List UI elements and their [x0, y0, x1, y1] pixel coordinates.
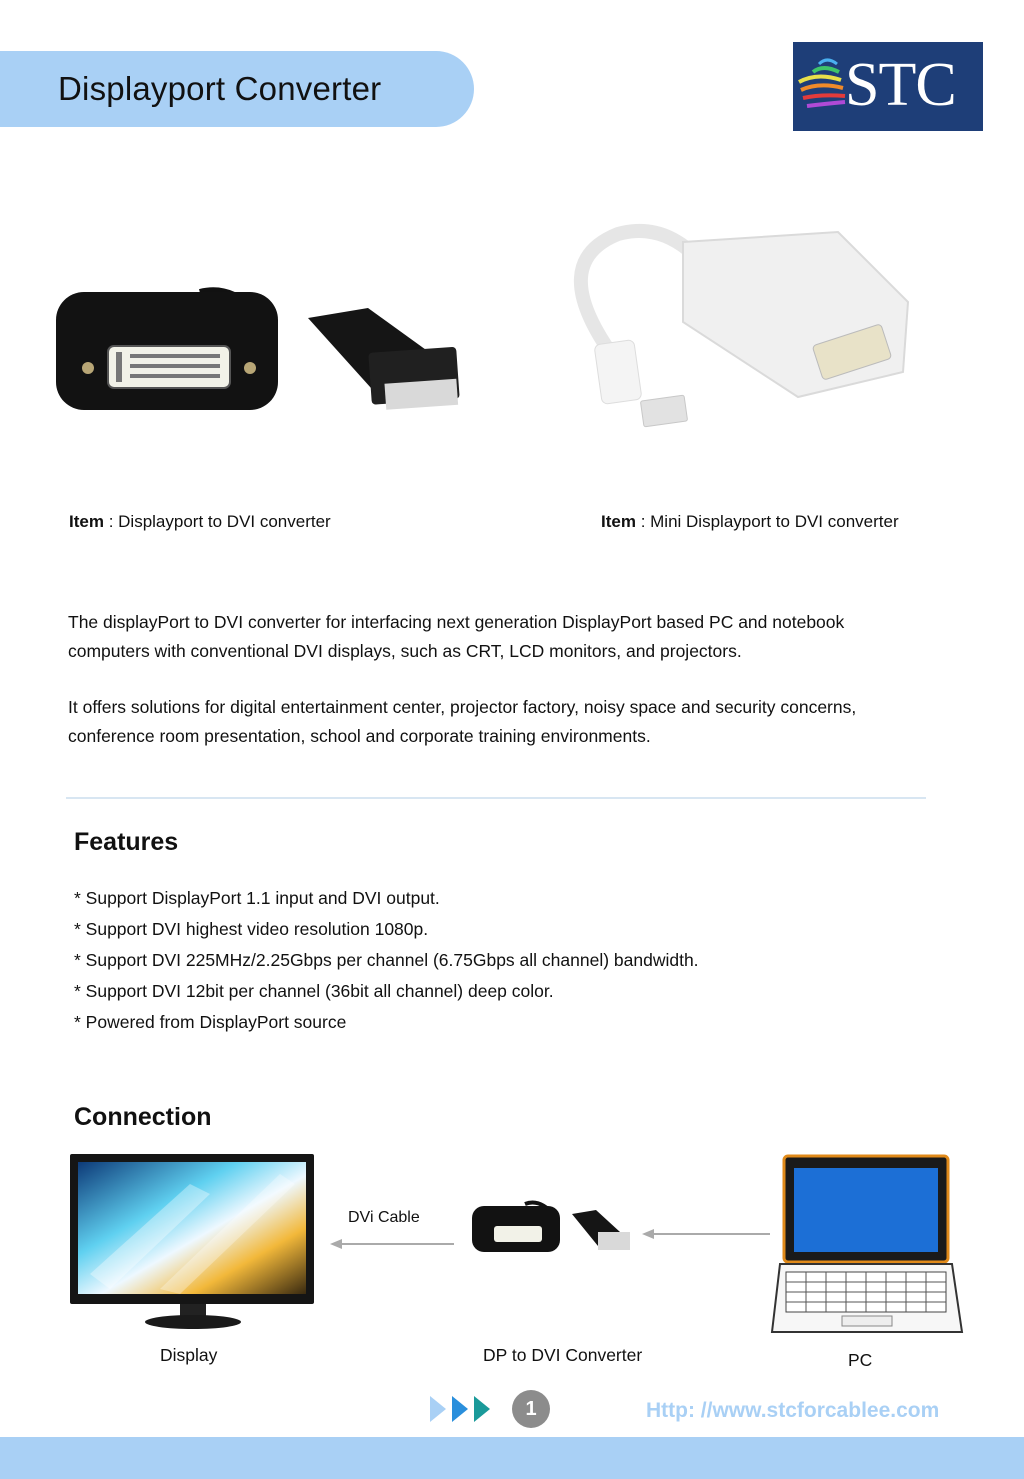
logo-text: STC: [845, 51, 956, 119]
left-arrow-icon: [328, 1236, 456, 1252]
triple-chevron-icon: [430, 1396, 494, 1422]
item-value: : Mini Displayport to DVI converter: [635, 512, 899, 531]
feature-item: * Support DisplayPort 1.1 input and DVI output.: [74, 888, 440, 908]
item-value: : Displayport to DVI converter: [103, 512, 331, 531]
stc-logo: [793, 42, 983, 131]
footer-bar: [0, 1437, 1024, 1479]
feature-item: * Powered from DisplayPort source: [74, 1012, 347, 1032]
product-caption-2: [601, 512, 899, 532]
logo-swirl-icon: [793, 42, 853, 131]
paragraph-line: conference room presentation, school and corporate training environments.: [68, 725, 651, 746]
paragraph-line: computers with conventional DVI displays, such as CRT, LCD monitors, and projectors.: [68, 640, 742, 661]
display-monitor-image: [70, 1154, 316, 1334]
paragraph-line: It offers solutions for digital entertainment center, projector factory, noisy space and security concerns,: [68, 697, 857, 717]
pc-laptop-image: [770, 1154, 964, 1338]
feature-item: * Support DVI 12bit per channel (36bit all channel) deep color.: [74, 981, 554, 1001]
section-divider: [66, 797, 926, 799]
description-paragraph-1: [68, 608, 948, 665]
dp-to-dvi-converter-image: [50, 278, 470, 428]
mini-dp-to-dvi-converter-image: [558, 222, 918, 452]
feature-item: * Support DVI 225MHz/2.25Gbps per channel (6.75Gbps all channel) bandwidth.: [74, 950, 699, 970]
product-caption-1: [69, 512, 331, 532]
website-url[interactable]: Http: //www.stcforcablee.com: [646, 1399, 940, 1422]
item-label: Item: [601, 512, 636, 531]
page-number: 1: [512, 1390, 550, 1428]
features-heading: Features: [74, 828, 179, 856]
page-title: Displayport Converter: [58, 70, 382, 107]
cable-label: DVi Cable: [348, 1209, 420, 1226]
display-label: Display: [160, 1345, 218, 1365]
connection-heading: Connection: [74, 1103, 212, 1131]
item-label: Item: [69, 512, 104, 531]
dp-to-dvi-converter-small-image: [470, 1198, 635, 1258]
left-arrow-icon: [640, 1226, 772, 1242]
paragraph-line: The displayPort to DVI converter for interfacing next generation DisplayPort based PC and notebook: [68, 612, 845, 632]
description-paragraph-2: [68, 693, 948, 750]
feature-item: * Support DVI highest video resolution 1080p.: [74, 919, 429, 939]
converter-label: DP to DVI Converter: [483, 1345, 643, 1365]
pc-label: PC: [848, 1350, 873, 1370]
